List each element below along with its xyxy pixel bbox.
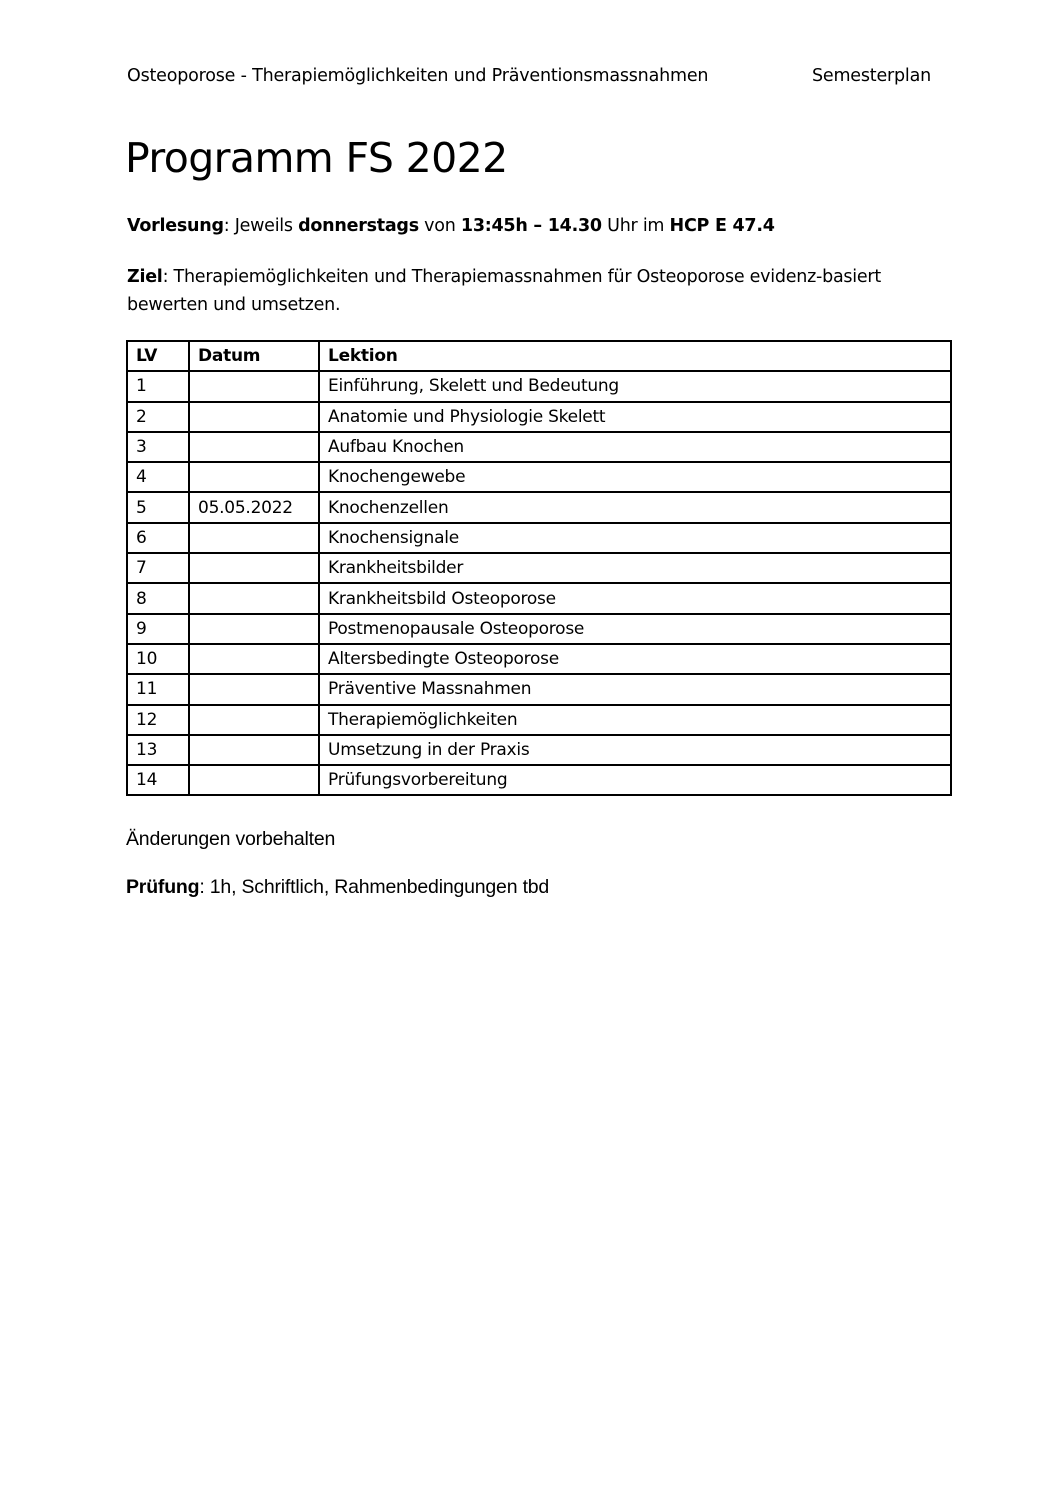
cell-datum (189, 371, 319, 401)
schedule-table (126, 340, 952, 796)
cell-lv: 1 (127, 371, 189, 401)
cell-lektion: Postmenopausale Osteoporose (319, 614, 951, 644)
table-row (127, 705, 951, 735)
table-row (127, 644, 951, 674)
cell-lv: 14 (127, 765, 189, 795)
cell-datum (189, 553, 319, 583)
cell-lv: 7 (127, 553, 189, 583)
cell-lv: 3 (127, 432, 189, 462)
cell-datum (189, 523, 319, 553)
running-header-label: Semesterplan (811, 66, 931, 86)
lecture-info (127, 212, 775, 240)
cell-lv: 13 (127, 735, 189, 765)
schedule-body (127, 371, 951, 795)
cell-lv: 10 (127, 644, 189, 674)
header-datum: Datum (189, 341, 319, 371)
cell-datum (189, 705, 319, 735)
header-lv: LV (127, 341, 189, 371)
table-row (127, 462, 951, 492)
goal-text: : Therapiemöglichkeiten und Therapiemassnahmen für Osteoporose evidenz-basiert bewerten und umsetzen. (127, 267, 881, 315)
cell-lektion: Anatomie und Physiologie Skelett (319, 402, 951, 432)
lecture-room: HCP E 47.4 (669, 216, 775, 236)
goal-info (127, 263, 917, 319)
cell-lv: 5 (127, 492, 189, 522)
cell-lektion: Aufbau Knochen (319, 432, 951, 462)
goal-label: Ziel (127, 267, 163, 287)
cell-lektion: Präventive Massnahmen (319, 674, 951, 704)
exam-text: : 1h, Schriftlich, Rahmenbedingungen tbd (199, 876, 550, 898)
changes-note: Änderungen vorbehalten (126, 828, 336, 850)
running-header-title: Osteoporose - Therapiemöglichkeiten und Präventionsmassnahmen (127, 66, 709, 86)
cell-datum (189, 462, 319, 492)
cell-lektion: Umsetzung in der Praxis (319, 735, 951, 765)
cell-datum (189, 583, 319, 613)
lecture-day: donnerstags (298, 216, 419, 236)
cell-lektion: Knochengewebe (319, 462, 951, 492)
cell-lektion: Krankheitsbilder (319, 553, 951, 583)
cell-lektion: Therapiemöglichkeiten (319, 705, 951, 735)
lecture-text-1: Jeweils (234, 216, 299, 236)
cell-lektion: Krankheitsbild Osteoporose (319, 583, 951, 613)
cell-lektion: Altersbedingte Osteoporose (319, 644, 951, 674)
lecture-time: 13:45h – 14.30 (460, 216, 602, 236)
exam-label: Prüfung (126, 876, 200, 898)
cell-lv: 2 (127, 402, 189, 432)
cell-datum (189, 674, 319, 704)
table-row (127, 523, 951, 553)
cell-lv: 8 (127, 583, 189, 613)
cell-lv: 12 (127, 705, 189, 735)
cell-datum: 05.05.2022 (189, 492, 319, 522)
cell-lv: 4 (127, 462, 189, 492)
table-row (127, 371, 951, 401)
table-row (127, 492, 951, 522)
cell-datum (189, 765, 319, 795)
cell-datum (189, 402, 319, 432)
exam-info (126, 874, 549, 900)
cell-lv: 9 (127, 614, 189, 644)
table-row (127, 402, 951, 432)
table-row (127, 765, 951, 795)
cell-datum (189, 735, 319, 765)
cell-datum (189, 614, 319, 644)
table-row (127, 583, 951, 613)
cell-lektion: Einführung, Skelett und Bedeutung (319, 371, 951, 401)
table-row (127, 674, 951, 704)
page-title: Programm FS 2022 (125, 134, 508, 182)
lecture-sep: : (223, 216, 235, 236)
cell-datum (189, 644, 319, 674)
table-header-row (127, 341, 951, 371)
cell-lektion: Prüfungsvorbereitung (319, 765, 951, 795)
cell-lv: 6 (127, 523, 189, 553)
lecture-text-2: von (418, 216, 461, 236)
cell-lv: 11 (127, 674, 189, 704)
table-row (127, 432, 951, 462)
table-row (127, 553, 951, 583)
header-lektion: Lektion (319, 341, 951, 371)
cell-lektion: Knochenzellen (319, 492, 951, 522)
cell-datum (189, 432, 319, 462)
lecture-text-3: Uhr im (601, 216, 670, 236)
table-row (127, 614, 951, 644)
table-row (127, 735, 951, 765)
cell-lektion: Knochensignale (319, 523, 951, 553)
lecture-label: Vorlesung (127, 216, 224, 236)
